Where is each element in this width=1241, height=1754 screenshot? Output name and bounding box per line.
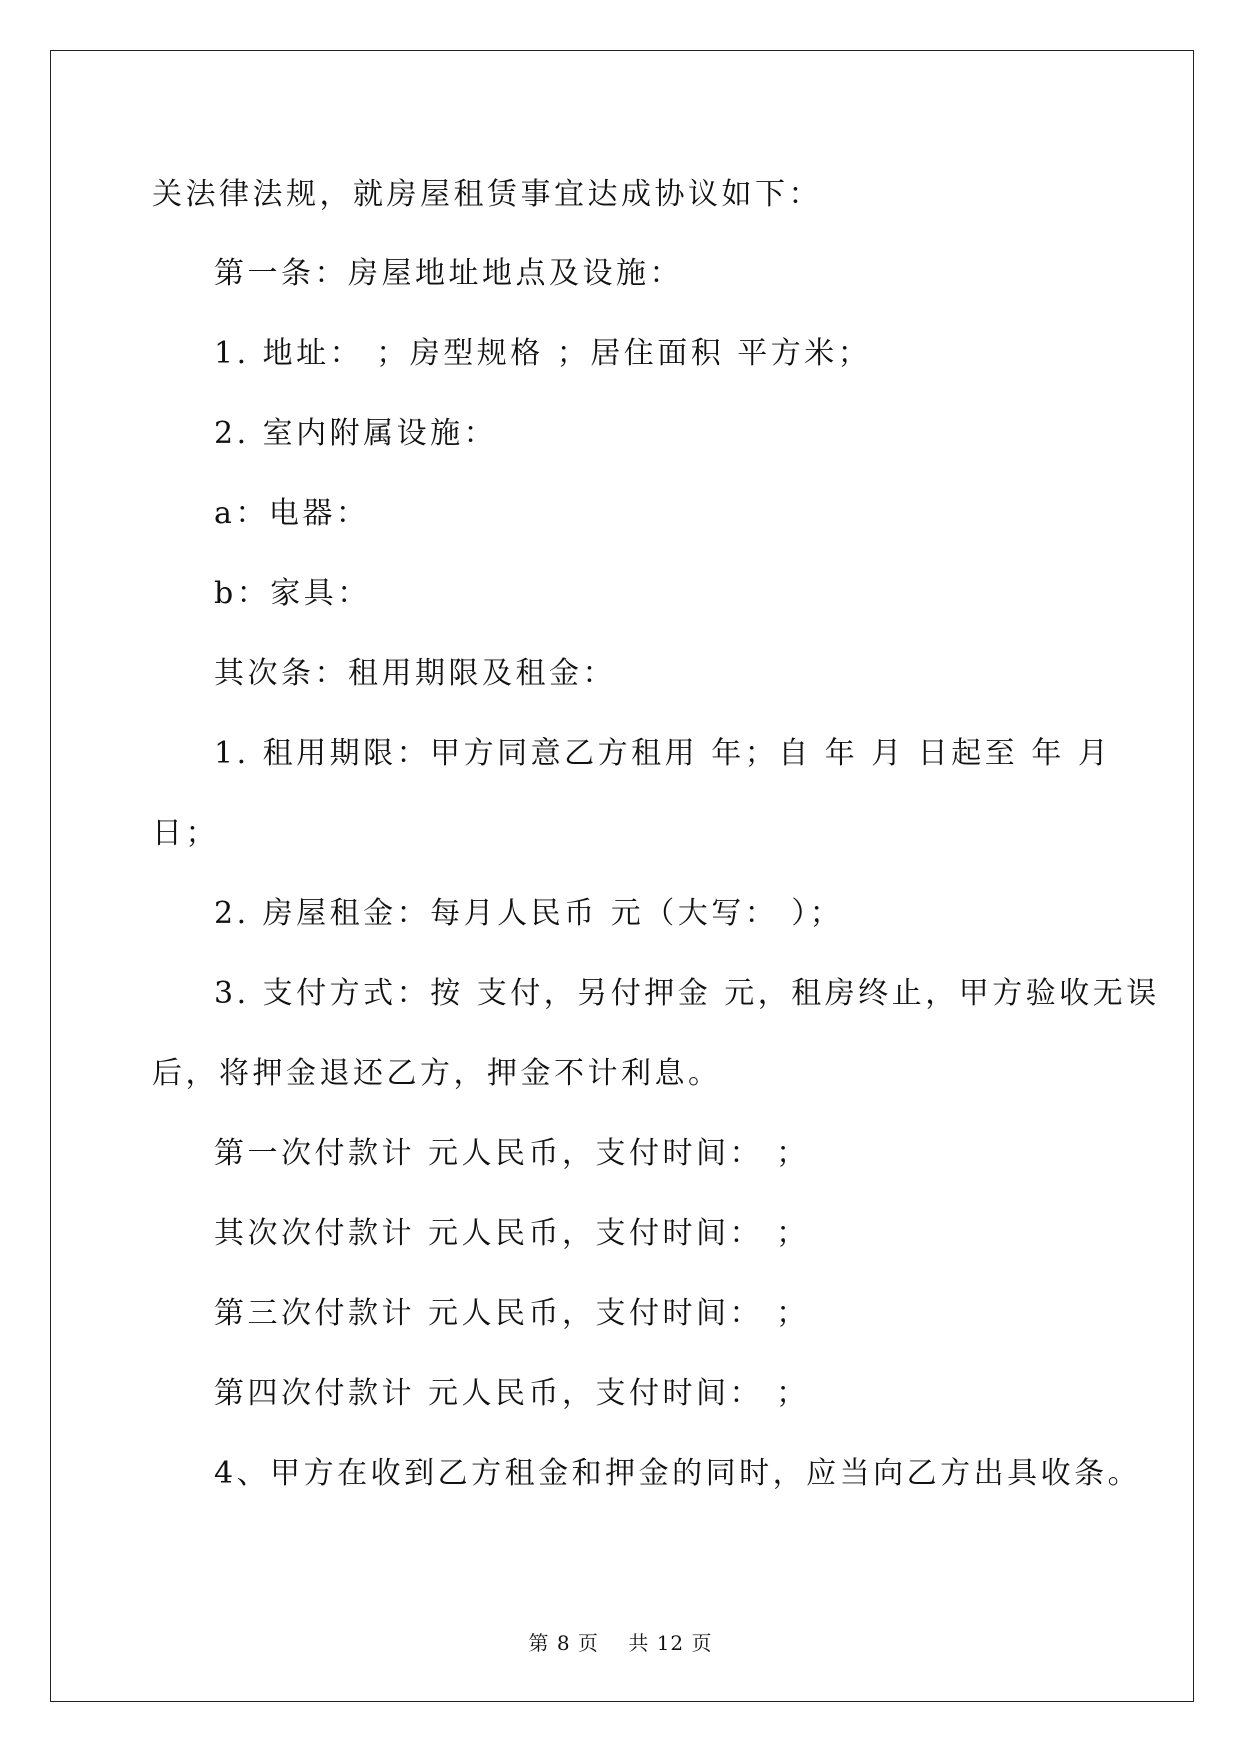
text-line: 3. 支付方式：按 支付，另付押金 元，租房终止，甲方验收无误 bbox=[214, 976, 1160, 1011]
page-number-footer: 第 8 页 共 12 页 bbox=[528, 1631, 713, 1655]
text-line: 2. 房屋租金：每月人民币 元（大写： ）； bbox=[214, 896, 844, 931]
text-line: 1. 租用期限：甲方同意乙方租用 年；自 年 月 日起至 年 月 bbox=[214, 736, 1112, 771]
text-line: 1. 地址： ；房型规格 ；居住面积 平方米； bbox=[214, 336, 872, 371]
text-line: 第四次付款计 元人民币，支付时间： ； bbox=[214, 1376, 810, 1411]
text-line: 日； bbox=[152, 816, 219, 851]
text-line: 第一条：房屋地址地点及设施： bbox=[214, 256, 683, 291]
text-line: b：家具： bbox=[214, 576, 371, 611]
text-line: 其次次付款计 元人民币，支付时间： ； bbox=[214, 1216, 810, 1251]
text-line: 4、甲方在收到乙方租金和押金的同时，应当向乙方出具收条。 bbox=[214, 1456, 1142, 1491]
page-border bbox=[50, 50, 1194, 1702]
text-line: 其次条：租用期限及租金： bbox=[214, 656, 616, 691]
text-line: a：电器： bbox=[214, 496, 370, 531]
text-line: 后，将押金退还乙方，押金不计利息。 bbox=[152, 1056, 722, 1091]
text-line: 2. 室内附属设施： bbox=[214, 416, 498, 451]
text-line: 第一次付款计 元人民币，支付时间： ； bbox=[214, 1136, 810, 1171]
text-line: 关法律法规，就房屋租赁事宜达成协议如下： bbox=[152, 177, 822, 212]
text-line: 第三次付款计 元人民币，支付时间： ； bbox=[214, 1296, 810, 1331]
